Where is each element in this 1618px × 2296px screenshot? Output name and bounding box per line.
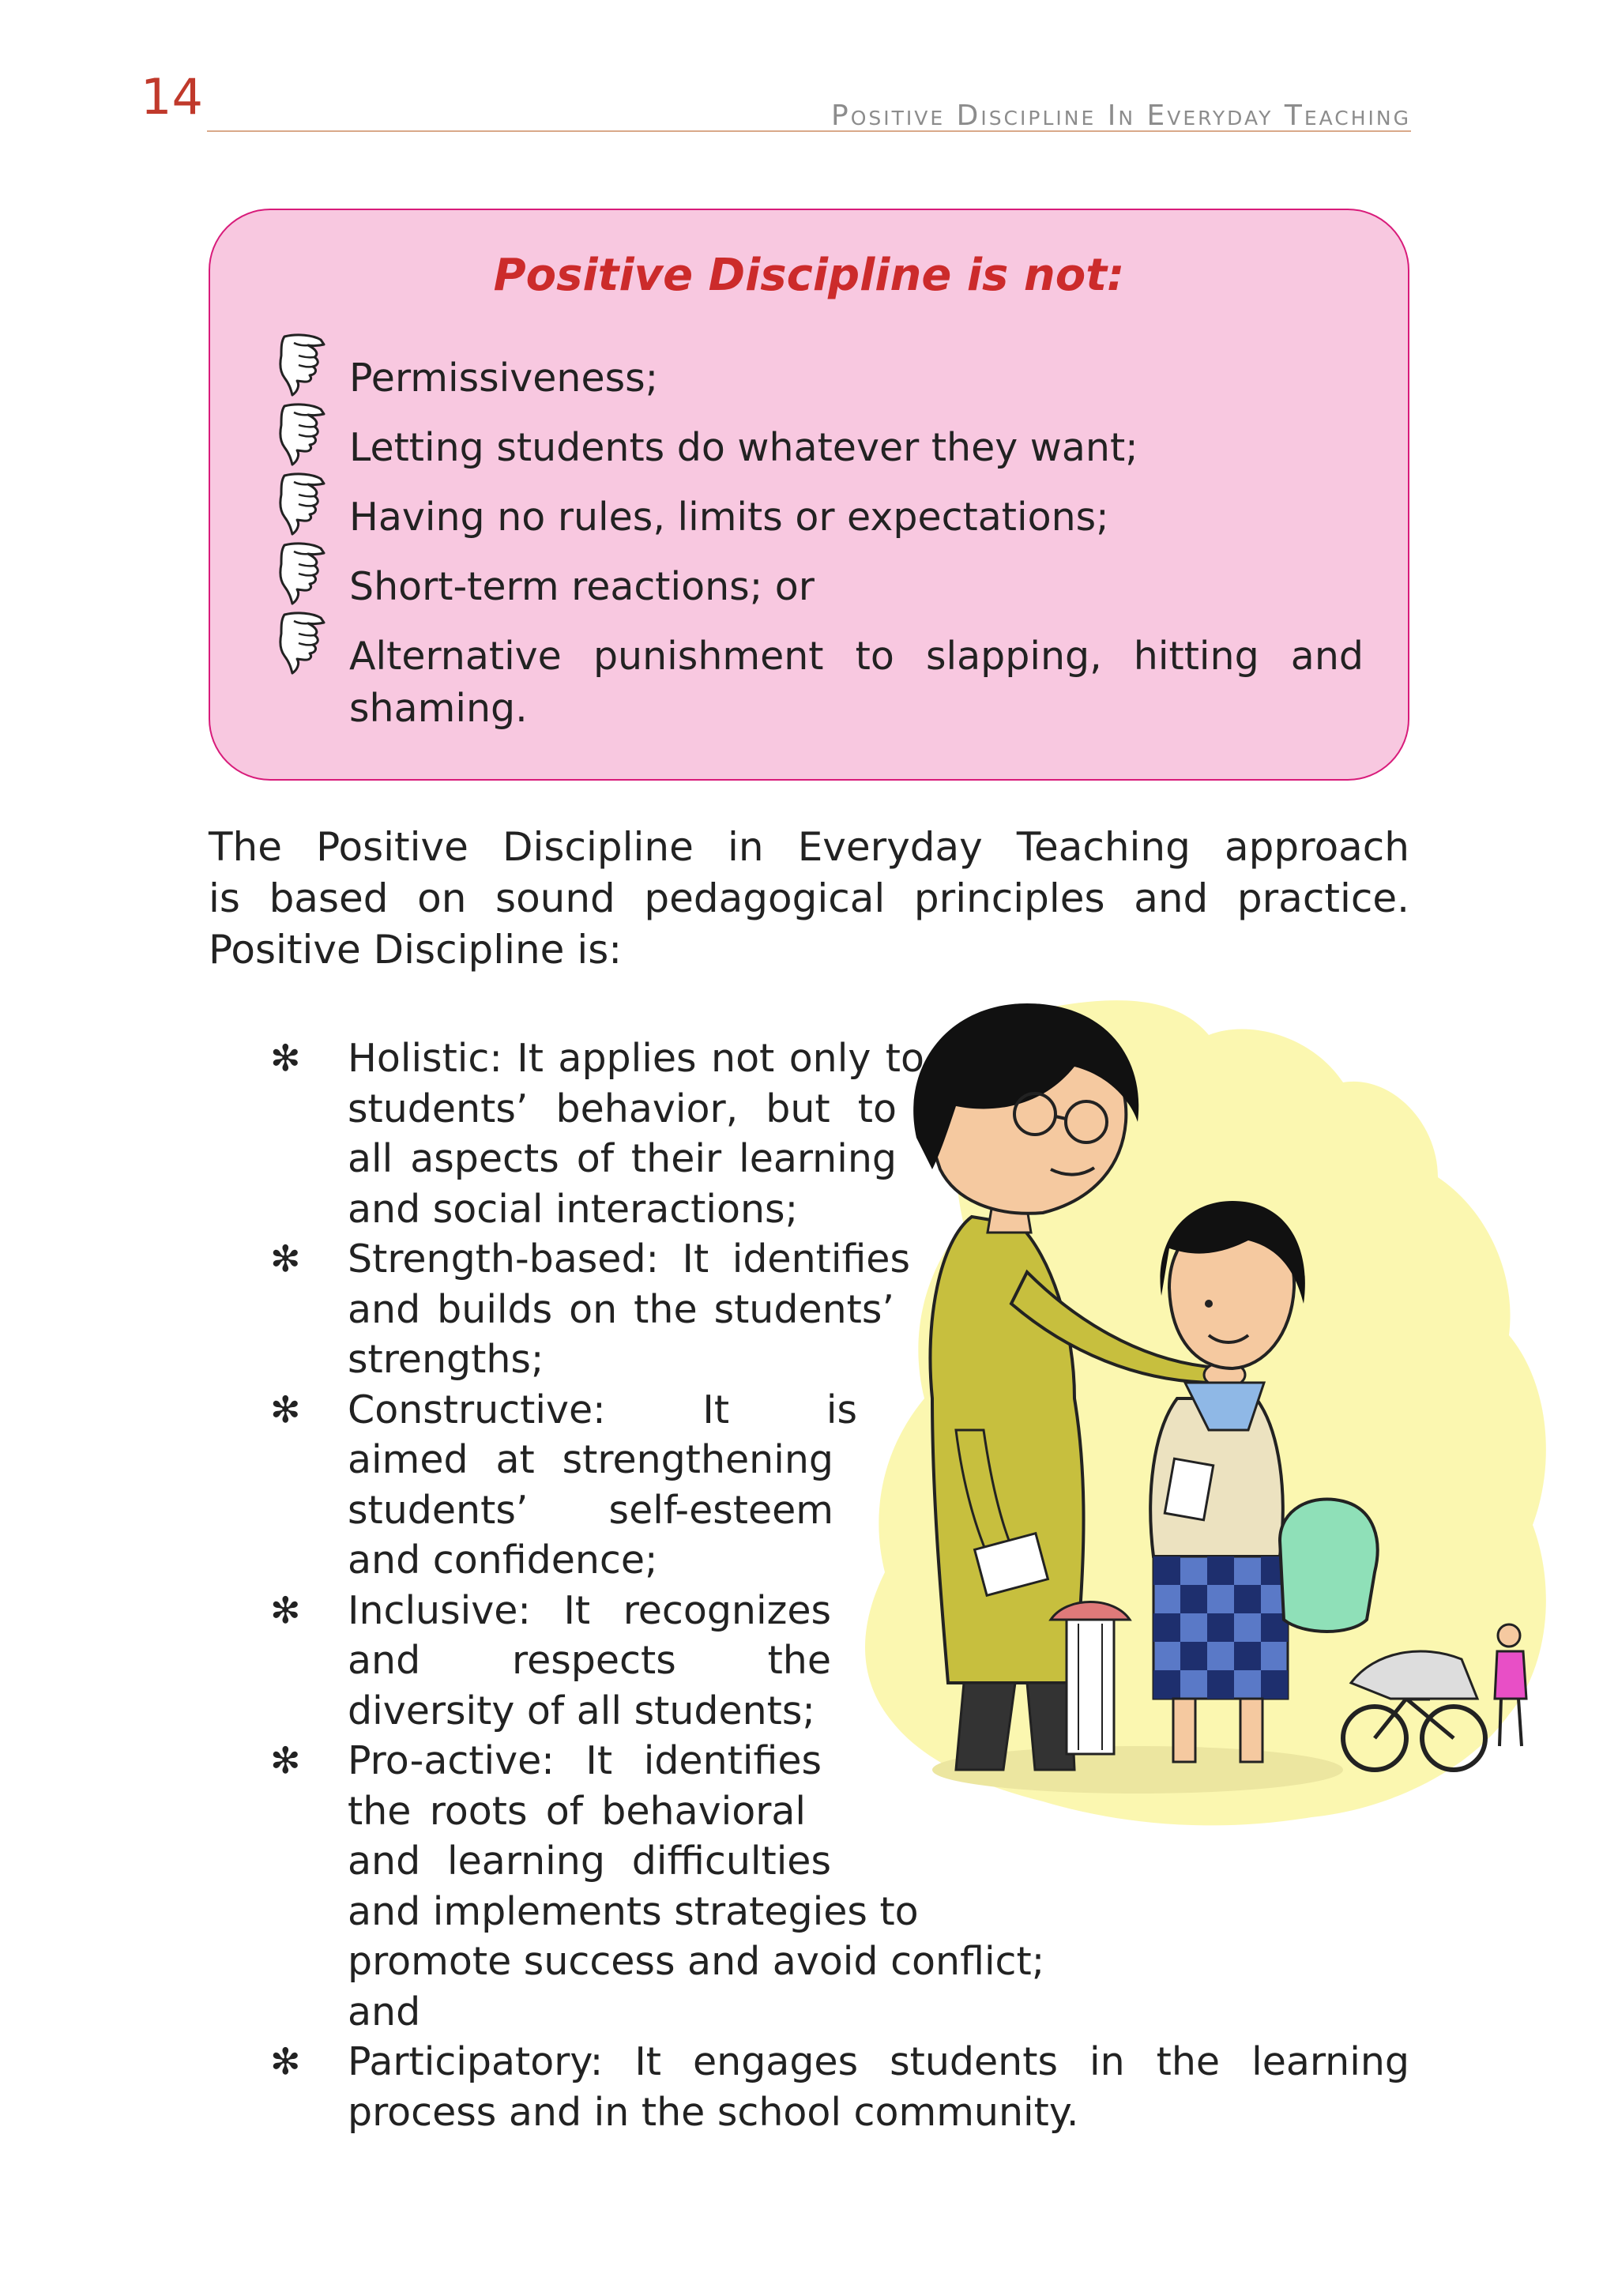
running-title: Positive Discipline In Everyday Teaching xyxy=(830,100,1411,132)
not-item-text: Alternative punishment to slapping, hitting and shaming. xyxy=(349,634,1364,731)
quality-line: all aspects of their learning xyxy=(348,1136,897,1181)
asterisk-bullet-icon: ✻ xyxy=(270,1739,301,1782)
thumbs-down-icon xyxy=(273,401,333,468)
asterisk-bullet-icon: ✻ xyxy=(270,2040,301,2083)
not-item-text: Permissiveness; xyxy=(349,356,659,401)
thumbs-down-icon xyxy=(273,610,333,676)
quality-line: aimed at strengthening xyxy=(348,1437,833,1482)
list-item xyxy=(270,1033,995,1234)
not-box-title: Positive Discipline is not: xyxy=(493,250,1125,301)
quality-line: Holistic: It applies not only to xyxy=(348,1036,924,1081)
page-number: 14 xyxy=(141,68,203,126)
not-item-text: Short-term reactions; or xyxy=(349,564,815,609)
quality-line: the roots of behavioral xyxy=(348,1788,806,1834)
list-item xyxy=(270,1736,1375,2037)
thumbs-down-icon xyxy=(273,540,333,607)
quality-line: Pro-active: It identifies xyxy=(348,1738,822,1783)
not-item-text: Having no rules, limits or expectations; xyxy=(349,495,1109,540)
quality-line: students’ self-esteem xyxy=(348,1487,833,1533)
list-item xyxy=(273,352,1364,405)
list-item xyxy=(273,491,1364,544)
intro-paragraph xyxy=(209,822,1409,976)
not-list xyxy=(273,352,1364,752)
list-item xyxy=(270,1234,995,1385)
list-item xyxy=(273,630,1364,735)
quality-line: diversity of all students; xyxy=(348,1688,815,1733)
list-item xyxy=(273,561,1364,613)
list-item xyxy=(273,422,1364,474)
asterisk-bullet-icon: ✻ xyxy=(270,1387,301,1431)
list-item xyxy=(270,1586,995,1737)
list-item xyxy=(270,1385,995,1586)
quality-line: and xyxy=(348,1989,421,2034)
quality-line: and respects the xyxy=(348,1638,831,1683)
asterisk-bullet-icon: ✻ xyxy=(270,1037,301,1079)
quality-line: and implements strategies to xyxy=(348,1888,919,1934)
intro-line: Positive Discipline is: xyxy=(209,927,623,973)
quality-line: strengths; xyxy=(348,1337,544,1382)
intro-line: is based on sound pedagogical principles and practice. xyxy=(209,875,1409,921)
thumbs-down-icon xyxy=(273,471,333,537)
quality-line: Strength-based: It identifies xyxy=(348,1236,910,1282)
quality-line: process and in the school community. xyxy=(348,2089,1079,2135)
quality-line: Participatory: It engages students in the learning xyxy=(348,2039,1409,2084)
intro-line: The Positive Discipline in Everyday Teaching approach xyxy=(209,824,1409,870)
thumbs-down-icon xyxy=(273,332,333,398)
quality-line: students’ behavior, but to xyxy=(348,1086,897,1131)
quality-line: promote success and avoid conflict; xyxy=(348,1939,1045,1984)
quality-line: Inclusive: It recognizes xyxy=(348,1587,831,1633)
quality-line: and builds on the students’ xyxy=(348,1286,894,1332)
not-item-text: Letting students do whatever they want; xyxy=(349,425,1138,470)
list-item xyxy=(270,2037,1409,2137)
asterisk-bullet-icon: ✻ xyxy=(270,1237,301,1280)
qualities-list xyxy=(270,1033,1409,2137)
quality-line: and social interactions; xyxy=(348,1186,799,1232)
asterisk-bullet-icon: ✻ xyxy=(270,1588,301,1632)
not-box xyxy=(209,209,1409,781)
quality-line: and learning difficulties xyxy=(348,1839,831,1884)
quality-line: Constructive: It is xyxy=(348,1387,857,1432)
quality-line: and confidence; xyxy=(348,1538,658,1583)
